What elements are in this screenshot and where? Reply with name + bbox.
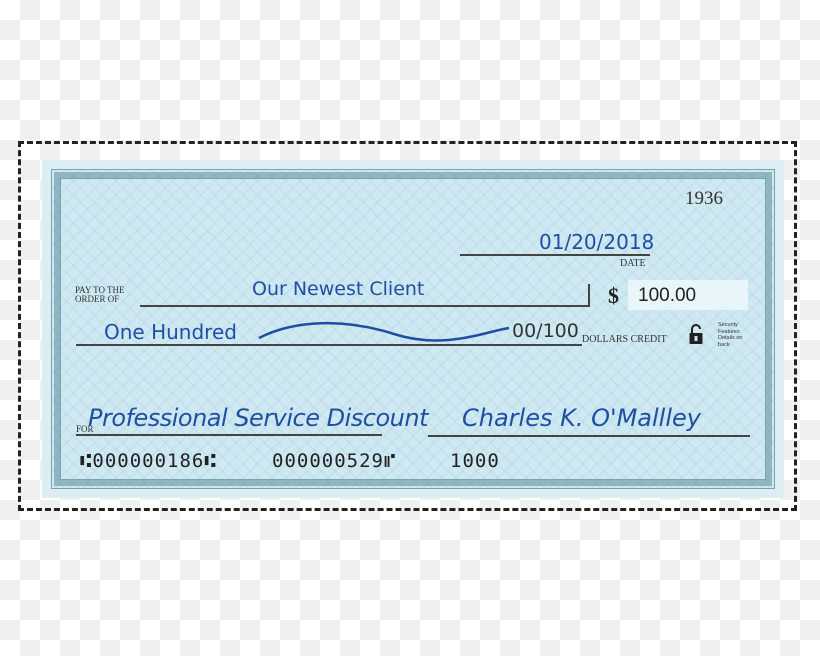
memo-line bbox=[76, 434, 382, 436]
security-note-line: Features bbox=[718, 328, 740, 335]
amount-cents: 00/100 bbox=[512, 320, 579, 342]
micr-routing: ⑆000000186⑆ bbox=[80, 450, 217, 472]
check-number: 1936 bbox=[685, 188, 723, 209]
for-label: FOR bbox=[76, 424, 94, 434]
pay-to-label: PAY TO THE bbox=[75, 285, 125, 295]
date-label: DATE bbox=[620, 258, 646, 269]
lock-icon bbox=[688, 324, 704, 346]
bank-check bbox=[42, 160, 784, 498]
security-features-note bbox=[718, 322, 742, 348]
payee-line bbox=[140, 305, 588, 307]
payee-line-end bbox=[588, 284, 590, 307]
dollar-sign: $ bbox=[608, 283, 619, 308]
micr-account: 000000529⑈ bbox=[272, 450, 397, 472]
date-line bbox=[460, 254, 650, 256]
security-note-line: back bbox=[718, 341, 730, 348]
signature-line bbox=[428, 435, 750, 437]
memo-text: Professional Service Discount bbox=[88, 404, 429, 432]
amount-fill-stroke bbox=[254, 316, 514, 346]
signature: Charles K. O'Mallley bbox=[462, 404, 701, 432]
payee-name: Our Newest Client bbox=[252, 278, 425, 300]
security-note-line: Security bbox=[718, 322, 738, 328]
amount-words: One Hundred bbox=[104, 320, 237, 344]
dollars-credit-label: DOLLARS CREDIT bbox=[582, 334, 667, 345]
amount-numeric: 100.00 bbox=[638, 285, 697, 306]
amount-words-line bbox=[76, 344, 582, 346]
security-note-line: Details on bbox=[718, 335, 743, 341]
order-of-label: ORDER OF bbox=[75, 294, 120, 304]
micr-check-number: 1000 bbox=[450, 450, 500, 472]
date-value: 01/20/2018 bbox=[539, 230, 655, 254]
